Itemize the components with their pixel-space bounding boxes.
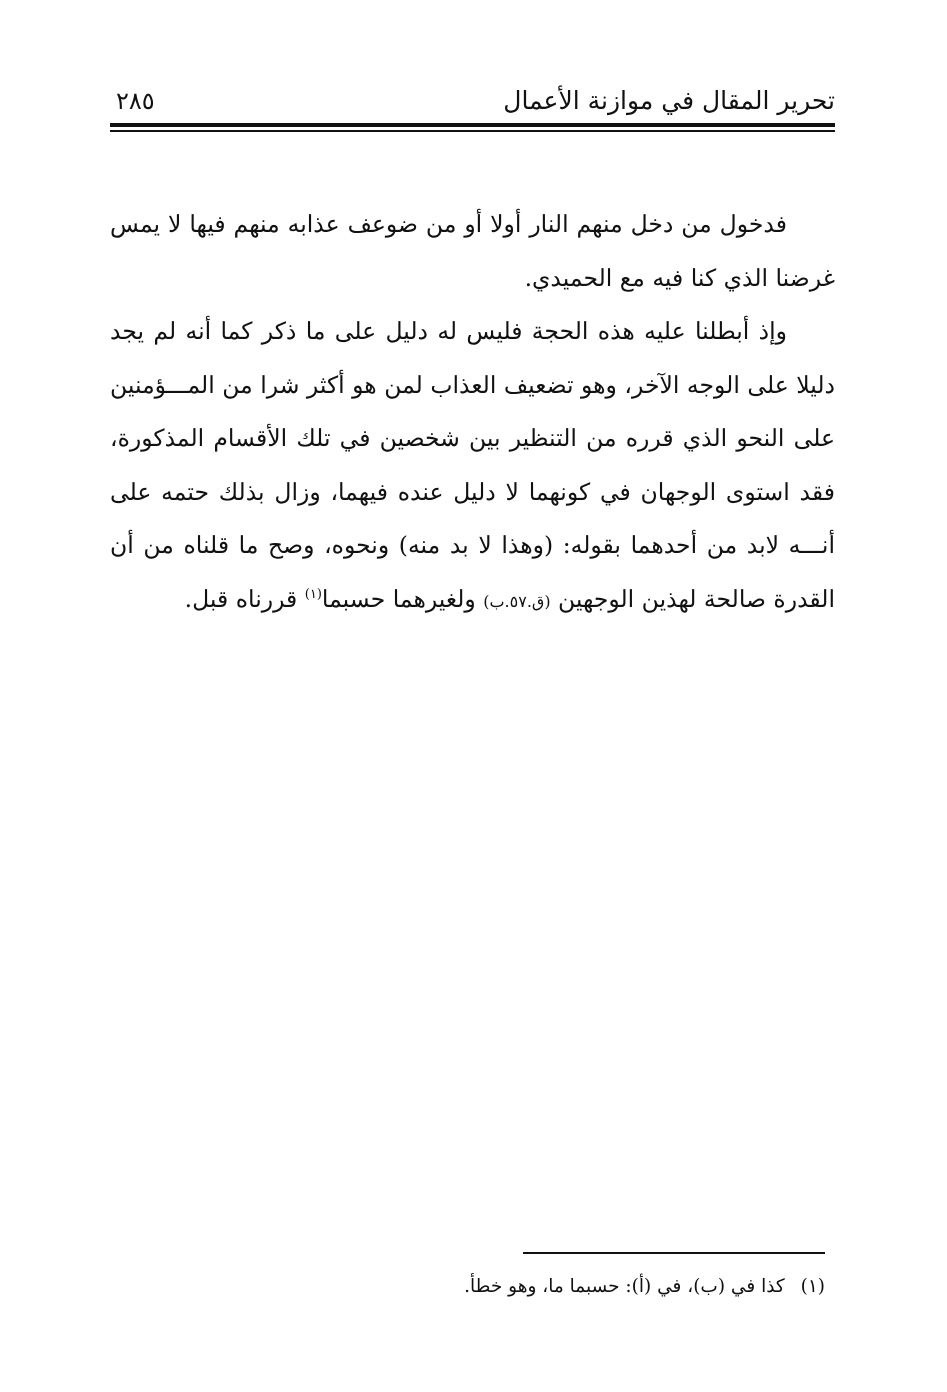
paragraph-2-end: قررناه قبل. <box>184 584 298 613</box>
running-header <box>110 84 835 120</box>
header-title: تحرير المقال في موازنة الأعمال <box>503 86 835 115</box>
manuscript-folio-ref: (ق.٥٧.ب) <box>483 591 551 611</box>
footnote-number: (١) <box>800 1276 825 1297</box>
page-number: ٢٨٥ <box>116 87 155 115</box>
footnote-marker: (١) <box>304 586 322 602</box>
footnote <box>464 1273 825 1301</box>
footnote-text: كذا في (ب)، في (أ): حسبما ما، وهو خطأ. <box>464 1276 785 1297</box>
paragraph-1: فدخول من دخل منهم النار أولا أو من ضوعف عذابه منهم فيها لا يمس غرضنا الذي كنا فيه مع الحميدي. <box>110 210 835 292</box>
paragraph-2-text: وإذ أبطلنا عليه هذه الحجة فليس له دليل على ما ذكر كما أنه لم يجد دليلا على الوجه الآخر، وهو تضعيف العذاب لمن هو أكثر شرا من المـــؤمنين على النحو الذي قرره من التنظير بين شخصين في تلك الأقسام المذكورة، فقد استوى الوجهان في كونهما لا دليل عنده فيهما، وزال بذلك حتمه على أنـــه لابد من أحدهما بقوله: (وهذا لا بد منه) ونحوه، وصح ما قلناه من أن القدرة صالحة لهذين الوجهين <box>110 317 835 613</box>
header-rule-thick <box>110 123 835 127</box>
paragraph-2-mid: ولغيرهما حسبما <box>321 584 476 613</box>
paragraph-2 <box>110 305 835 628</box>
footnote-separator <box>523 1252 825 1254</box>
main-text <box>110 198 835 628</box>
header-rule-thin <box>110 130 835 132</box>
